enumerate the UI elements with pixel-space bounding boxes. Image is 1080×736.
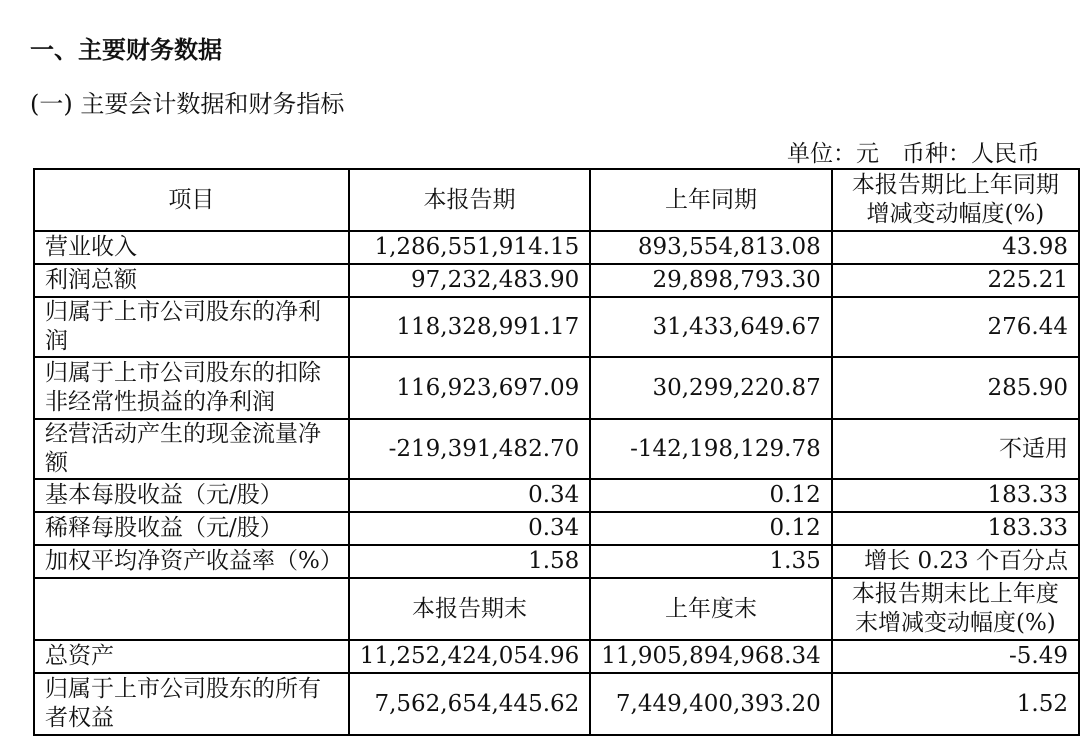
change-value: 183.33 xyxy=(832,512,1079,545)
unit-note: 单位：元 币种：人民币 xyxy=(787,141,1040,167)
change-value: -5.49 xyxy=(832,640,1079,673)
table-row xyxy=(34,419,1079,479)
subheader-cell-item xyxy=(34,578,349,640)
subsection-heading: (一) 主要会计数据和财务指标 xyxy=(30,90,345,118)
header-cell-change-rate: 本报告期比上年同期增减变动幅度(%) xyxy=(832,169,1079,231)
row-label: 总资产 xyxy=(34,640,349,673)
header-cell-current-period: 本报告期 xyxy=(349,169,590,231)
change-value: 285.90 xyxy=(832,357,1079,419)
row-label: 归属于上市公司股东的净利润 xyxy=(34,297,349,357)
period-end-value: 11,252,424,054.96 xyxy=(349,640,590,673)
financial-data-table xyxy=(33,168,1080,736)
table-row xyxy=(34,231,1079,264)
prior-value: 0.12 xyxy=(590,512,831,545)
current-value: 1.58 xyxy=(349,545,590,578)
prior-value: 1.35 xyxy=(590,545,831,578)
row-label: 归属于上市公司股东的所有者权益 xyxy=(34,673,349,735)
row-label: 经营活动产生的现金流量净额 xyxy=(34,419,349,479)
period-end-value: 7,562,654,445.62 xyxy=(349,673,590,735)
row-label: 基本每股收益（元/股） xyxy=(34,479,349,512)
change-value: 276.44 xyxy=(832,297,1079,357)
header-cell-item: 项目 xyxy=(34,169,349,231)
change-value: 增长 0.23 个百分点 xyxy=(832,545,1079,578)
prior-value: 0.12 xyxy=(590,479,831,512)
table-subheader-row xyxy=(34,578,1079,640)
table-row xyxy=(34,297,1079,357)
prior-year-end-value: 7,449,400,393.20 xyxy=(590,673,831,735)
prior-value: 29,898,793.30 xyxy=(590,264,831,297)
table-row xyxy=(34,479,1079,512)
table-row xyxy=(34,357,1079,419)
change-value: 43.98 xyxy=(832,231,1079,264)
table-row xyxy=(34,673,1079,735)
table-row xyxy=(34,512,1079,545)
current-value: 116,923,697.09 xyxy=(349,357,590,419)
current-value: 97,232,483.90 xyxy=(349,264,590,297)
current-value: 118,328,991.17 xyxy=(349,297,590,357)
change-value: 1.52 xyxy=(832,673,1079,735)
row-label: 利润总额 xyxy=(34,264,349,297)
header-cell-prior-period: 上年同期 xyxy=(590,169,831,231)
current-value: 0.34 xyxy=(349,512,590,545)
prior-year-end-value: 11,905,894,968.34 xyxy=(590,640,831,673)
row-label: 加权平均净资产收益率（%） xyxy=(34,545,349,578)
row-label: 归属于上市公司股东的扣除非经常性损益的净利润 xyxy=(34,357,349,419)
subheader-cell-prior-year-end: 上年度末 xyxy=(590,578,831,640)
current-value: -219,391,482.70 xyxy=(349,419,590,479)
change-value: 225.21 xyxy=(832,264,1079,297)
current-value: 0.34 xyxy=(349,479,590,512)
prior-value: -142,198,129.78 xyxy=(590,419,831,479)
current-value: 1,286,551,914.15 xyxy=(349,231,590,264)
table-header-row xyxy=(34,169,1079,231)
table-row xyxy=(34,545,1079,578)
subheader-cell-period-end: 本报告期末 xyxy=(349,578,590,640)
table-row xyxy=(34,640,1079,673)
table-row xyxy=(34,264,1079,297)
section-heading: 一、主要财务数据 xyxy=(30,36,222,64)
prior-value: 893,554,813.08 xyxy=(590,231,831,264)
row-label: 营业收入 xyxy=(34,231,349,264)
row-label: 稀释每股收益（元/股） xyxy=(34,512,349,545)
subheader-cell-change-rate: 本报告期末比上年度末增减变动幅度(%) xyxy=(832,578,1079,640)
change-value: 不适用 xyxy=(832,419,1079,479)
prior-value: 30,299,220.87 xyxy=(590,357,831,419)
change-value: 183.33 xyxy=(832,479,1079,512)
prior-value: 31,433,649.67 xyxy=(590,297,831,357)
